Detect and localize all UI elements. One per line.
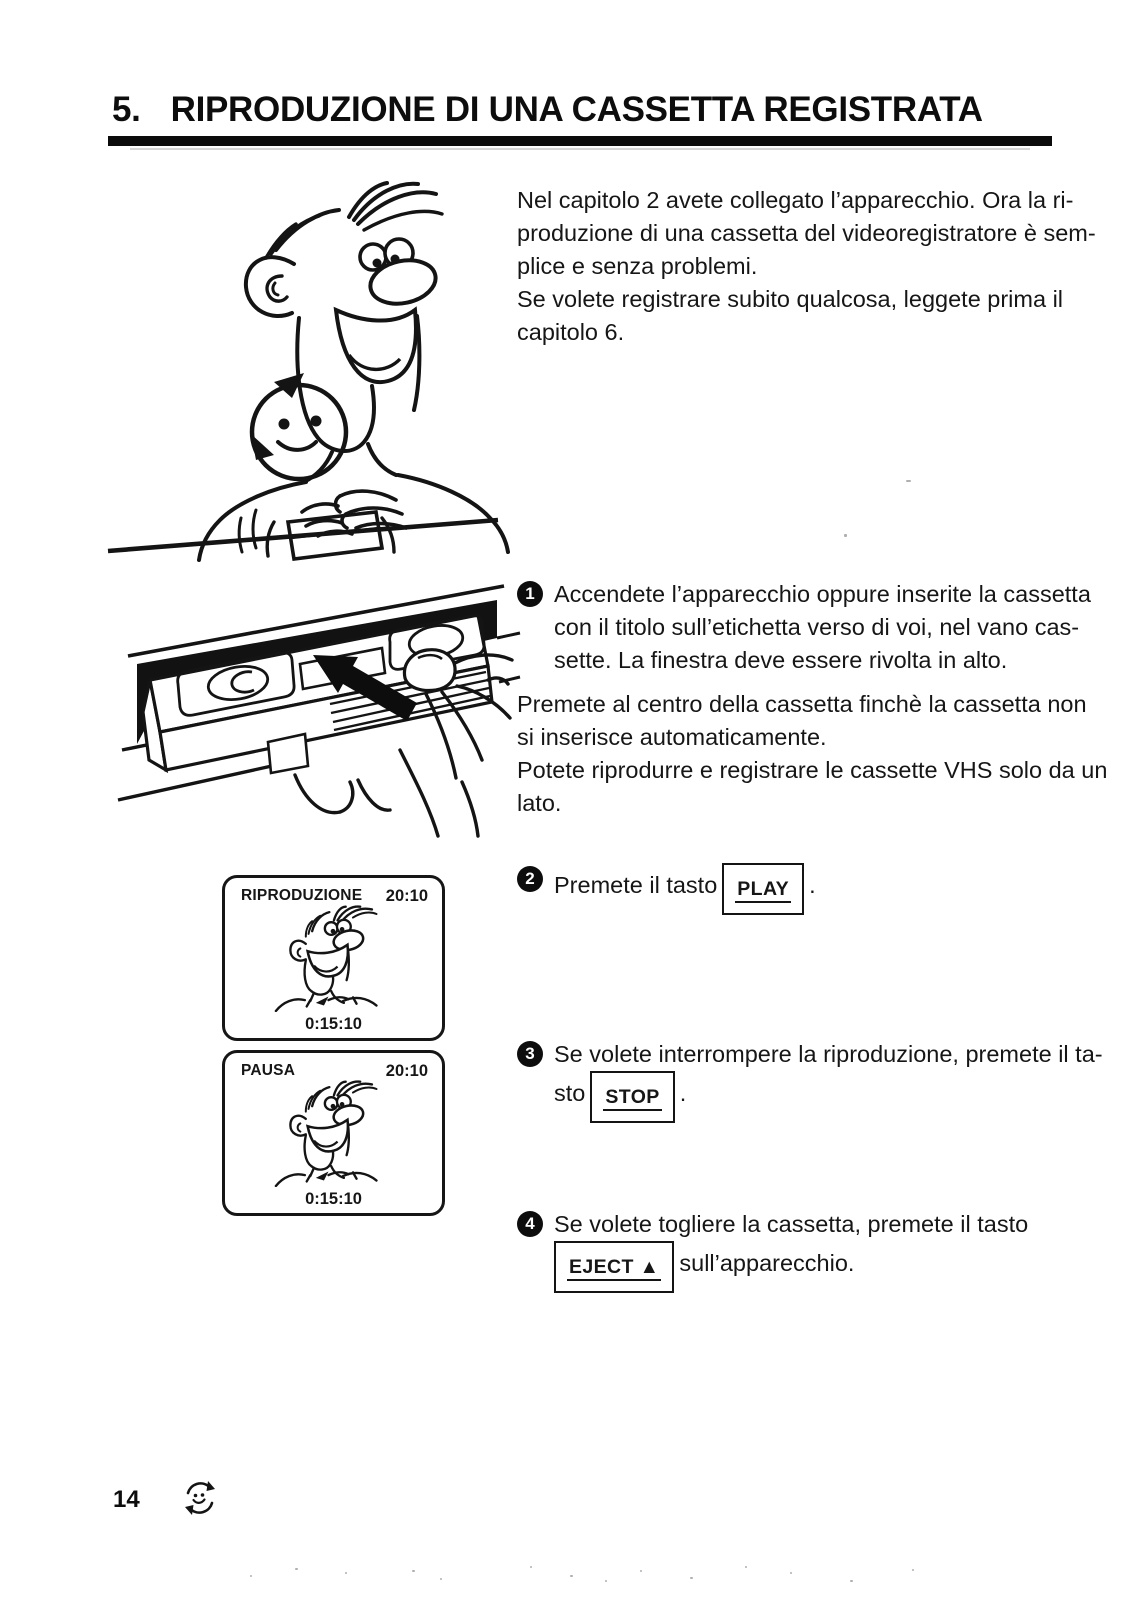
note-line: si inserisce automaticamente.: [517, 724, 827, 750]
note-line: Premete al centro della cassetta finchè la cassetta non: [517, 691, 1087, 717]
pause-clock: 20:10: [385, 1062, 428, 1080]
intro-line: Nel capitolo 2 avete collegato l’apparecchio. Ora la ri-: [517, 187, 1074, 213]
tv-screen-playback: [222, 875, 445, 1041]
intro-line: plice e senza problemi.: [517, 253, 758, 279]
pause-status-label: PAUSA: [241, 1062, 296, 1079]
scan-smudge: [130, 148, 1030, 150]
scan-speck: [440, 1578, 442, 1580]
cassette-insertion-illustration: [100, 560, 524, 848]
step-3-line: Se volete interrompere la riproduzione, premete il ta-: [554, 1041, 1103, 1067]
chapter-title: RIPRODUZIONE DI UNA CASSETTA REGISTRATA: [170, 90, 983, 129]
screen-face-illustration: [265, 903, 401, 1012]
playback-status-label: RIPRODUZIONE: [241, 887, 363, 904]
note-line: lato.: [517, 790, 562, 816]
scan-speck: [745, 1566, 747, 1568]
note-paragraph: [517, 688, 1107, 820]
step-1-line: con il titolo sull’etichetta verso di voi, nel vano cas-: [554, 614, 1080, 640]
cartoon-man-illustration: [106, 170, 510, 564]
step-4-text: sull’apparecchio.: [679, 1250, 855, 1276]
play-key: PLAY: [722, 863, 804, 915]
step-4: [517, 1208, 1107, 1293]
scan-speck: [295, 1568, 298, 1570]
scan-speck: [912, 1569, 914, 1571]
step-1-line: Accendete l’apparecchio oppure inserite la cassetta: [554, 581, 1091, 607]
page-title: [112, 90, 983, 130]
intro-paragraph: [517, 184, 1107, 349]
chapter-number: 5.: [112, 90, 141, 129]
scan-speck: [690, 1577, 693, 1579]
step-2-bullet: 2: [517, 866, 543, 892]
scan-speck: [412, 1570, 415, 1572]
note-line: Potete riprodurre e registrare le cassette VHS solo da un: [517, 757, 1108, 783]
scan-speck: [250, 1575, 252, 1577]
scan-speck: [605, 1580, 607, 1582]
scan-speck: [906, 480, 911, 482]
page-number: 14: [113, 1486, 140, 1513]
scan-speck: [850, 1580, 853, 1582]
step-4-line: Se volete togliere la cassetta, premete il tasto: [554, 1211, 1029, 1237]
intro-line: Se volete registrare subito qualcosa, leggete prima il: [517, 286, 1064, 312]
playback-tape-counter: 0:15:10: [225, 1015, 442, 1034]
title-underline-bar: [108, 136, 1052, 146]
scan-speck: [844, 534, 847, 537]
pause-tape-counter: 0:15:10: [225, 1190, 442, 1209]
step-2: [517, 863, 1107, 915]
smiley-recycle-icon: [180, 1478, 220, 1518]
step-3-bullet: 3: [517, 1041, 543, 1067]
step-3-text: sto: [554, 1080, 586, 1106]
scan-speck: [570, 1575, 573, 1577]
scan-speck: [345, 1572, 347, 1574]
step-4-bullet: 4: [517, 1211, 543, 1237]
step-2-period: .: [809, 872, 816, 898]
scan-speck: [530, 1566, 532, 1568]
step-1: [517, 578, 1107, 677]
stop-key: STOP: [590, 1071, 674, 1123]
tv-screen-pause: [222, 1050, 445, 1216]
intro-line: capitolo 6.: [517, 319, 625, 345]
step-1-bullet: 1: [517, 581, 543, 607]
scan-speck: [640, 1570, 642, 1572]
intro-line: produzione di una cassetta del videoregistratore è sem-: [517, 220, 1096, 246]
playback-clock: 20:10: [385, 887, 428, 905]
scan-speck: [790, 1572, 792, 1574]
step-3: [517, 1038, 1107, 1123]
eject-key: EJECT ▲: [554, 1241, 674, 1293]
step-3-period: .: [679, 1080, 687, 1106]
screen-face-illustration: [265, 1078, 401, 1187]
step-2-text: Premete il tasto: [554, 872, 718, 898]
step-1-line: sette. La finestra deve essere rivolta in alto.: [554, 647, 1008, 673]
